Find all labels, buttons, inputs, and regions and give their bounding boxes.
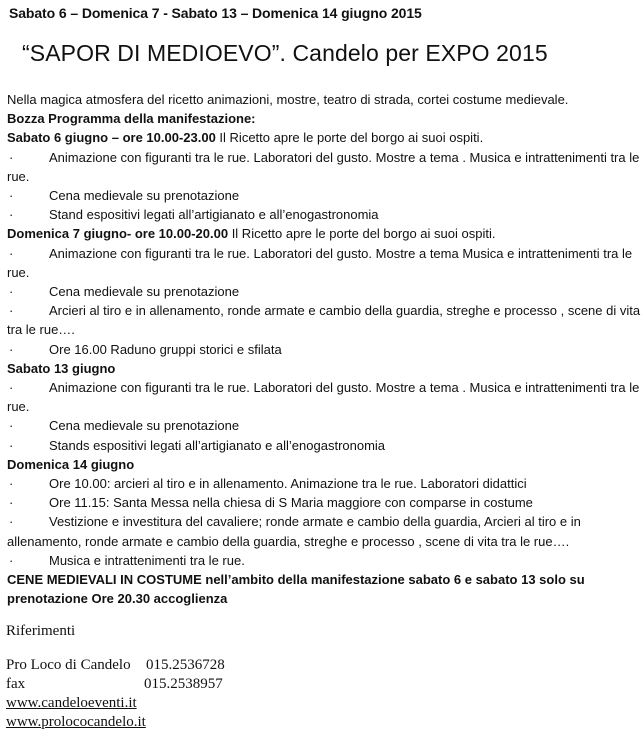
event-dates: Sabato 6 – Domenica 7 - Sabato 13 – Domenica 14 giugno 2015 [9,5,422,21]
day-heading-sat6-label: Sabato 6 giugno – ore 10.00-23.00 [7,130,216,146]
list-item-text: Vestizione e investitura del cavaliere; ronde armate e cambio della guardia, Arcieri al tiro e in [49,514,581,530]
list-item-text: Animazione con figuranti tra le rue. Laboratori del gusto. Mostre a tema . Musica e intrattenimenti tra le [49,380,640,396]
list-item [7,436,635,455]
bullet-icon: · [9,284,14,300]
list-item-text: Ore 10.00: arcieri al tiro e in allenamento. Animazione tra le rue. Laboratori didattici [49,476,527,492]
candeloeventi-link[interactable]: www.candeloeventi.it [6,695,137,711]
list-item-text: Animazione con figuranti tra le rue. Laboratori del gusto. Mostre a tema . Musica e intrattenimenti tra le [49,149,640,165]
link-row [6,694,225,713]
link-row [6,713,225,732]
day-heading-sun7-label: Domenica 7 giugno- ore 10.00-20.00 [7,226,229,242]
list-item [7,244,635,263]
list-item-text: Arcieri al tiro e in allenamento, ronde armate e cambio della guardia, streghe e processo , scene di vita [49,303,641,319]
day-heading-sun14: Domenica 14 giugno [7,456,135,472]
fax-number: 015.2538957 [144,676,223,692]
bullet-icon: · [9,303,14,319]
list-item-text: Animazione con figuranti tra le rue. Laboratori del gusto. Mostre a tema Musica e intrattenimenti tra le [49,245,633,261]
list-item [7,340,635,359]
day-heading-sun7-note: Il Ricetto apre le porte del borgo ai suoi ospiti. [228,226,496,242]
bullet-icon: · [9,552,14,568]
list-item-continuation: tra le rue…. [7,322,75,338]
program-heading: Bozza Programma della manifestazione: [7,111,256,127]
bullet-icon: · [9,188,14,204]
dinner-note-line2: prenotazione Ore 20.30 accoglienza [7,591,228,607]
bullet-icon: · [9,341,14,357]
bullet-icon: · [9,476,14,492]
list-item-text: Cena medievale su prenotazione [49,418,240,434]
list-item [7,301,641,320]
list-item-continuation: rue. [7,399,30,415]
list-item [7,512,635,531]
list-item [7,205,635,224]
list-item [7,551,635,570]
intro-text: Nella magica atmosfera del ricetto animazioni, mostre, teatro di strada, cortei costume medievale. [7,92,569,107]
prolococandelo-link[interactable]: www.prolococandelo.it [6,714,146,730]
list-item-text: Musica e intrattenimenti tra le rue. [49,552,245,568]
bullet-icon: · [9,380,14,396]
bullet-icon: · [9,495,14,511]
fax-row [6,675,225,694]
bullet-icon: · [9,207,14,223]
fax-label: fax [6,676,26,692]
list-item-text: Ore 16.00 Raduno gruppi storici e sfilata [49,341,282,357]
day-heading-sat6-note: Il Ricetto apre le porte del borgo ai suoi ospiti. [215,130,484,146]
list-item [7,282,635,301]
list-item-continuation: rue. [7,264,30,280]
list-item [7,493,635,512]
pro-loco-label: Pro Loco di Candelo [6,657,131,673]
pro-loco-row [6,656,225,675]
bullet-icon: · [9,437,14,453]
contact-block [6,656,225,732]
program-body [7,90,641,608]
bullet-icon: · [9,418,14,434]
list-item [7,378,640,397]
pro-loco-phone: 015.2536728 [146,657,225,673]
list-item-text: Ore 11.15: Santa Messa nella chiesa di S Maria maggiore con comparse in costume [49,495,533,511]
page-title: “SAPOR DI MEDIOEVO”. Candelo per EXPO 2015 [22,40,548,66]
list-item-text: Cena medievale su prenotazione [49,284,240,300]
list-item [7,416,635,435]
bullet-icon: · [9,514,14,530]
list-item-text: Stand espositivi legati all’artigianato e all’enogastronomia [49,207,379,223]
day-heading-sat6 [7,128,635,147]
dinner-note-line1: CENE MEDIEVALI IN COSTUME nell’ambito della manifestazione sabato 6 e sabato 13 solo su [7,572,585,588]
list-item [7,474,635,493]
list-item-text: Stands espositivi legati all’artigianato e all’enogastronomia [49,437,386,453]
bullet-icon: · [9,245,14,261]
list-item-text: Cena medievale su prenotazione [49,188,240,204]
bullet-icon: · [9,149,14,165]
list-item [7,186,635,205]
list-item-continuation: allenamento, ronde armate e cambio della guardia, streghe e processo , scene di vita tra le rue…. [7,533,570,549]
list-item [7,148,640,167]
list-item-continuation: rue. [7,168,30,184]
references-title: Riferimenti [6,623,76,639]
day-heading-sat13: Sabato 13 giugno [7,360,116,376]
day-heading-sun7 [7,224,635,243]
